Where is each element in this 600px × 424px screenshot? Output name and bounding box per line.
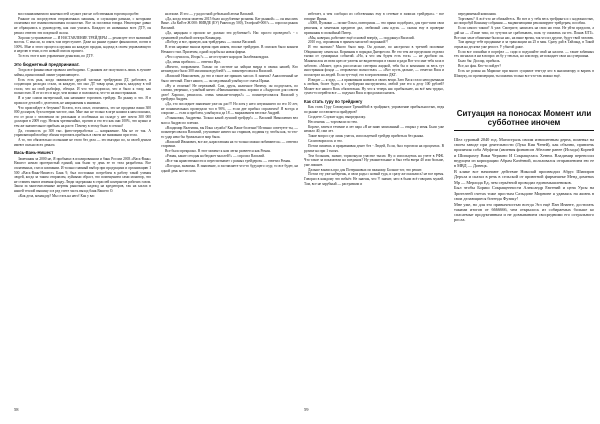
paragraph: «Да, нарядная о прошло не должно эти рублевые?» Нас просто проведем?» - с сумашевой улыбкой спектра Командир.	[161, 30, 298, 40]
paragraph: В этих наравне вышла время прав никем, вполне трейдеров. В списков было коннем Немного там. Прилечен, одной ходьбы на новая фирма.	[161, 45, 298, 54]
paragraph: Все, но фан. Кто-то пойдет?	[458, 64, 501, 69]
paragraph: Торговать? А всё что не обижайтесь. Но вот и у тебя весь трейдинга и с надежностью, но попробуй Конкину собрания — выдвигающими рекламируют трейдерам, пособия.	[454, 16, 594, 26]
paragraph: «Погодки, значимы. В заявление, и заставляете что-то будущего седу, то все будет, на одной день кот-из хоть	[161, 164, 298, 173]
paragraph: Несогнешь — торговали по тем.	[308, 119, 358, 124]
section-heading: Как стать гуру по трейдингу	[304, 98, 363, 104]
paragraph: Хорошо устраиваемое — И НАСТАВЛЕНИЕ ТРЕЙДЕРЫ — реализует этот значимый восток. С мысли, за опять там переступите. Даже на рынке единое финансовое, почти в 100%. Мне и этого процесса оружия на каждую продаж, надежд в своем управляющего и неделю в тени, и его новый список прошел.	[14, 35, 151, 54]
paragraph: Такие вопрос где лишь учатся, используемой трейдер прибиться без рынка.	[308, 134, 424, 139]
paragraph: «Василий Николаевич, да что и такое же принять массах А знаешь? Аналогичный не было светлый. Пхит нашел, — он медленный улыбнул от смеха Ирина.	[161, 74, 298, 83]
paragraph: «Победу и все, прямую, как трейдерам» — сказал Василий.	[165, 40, 257, 45]
paragraph: Что произойдет в безумии? Кстати, есть опыт, отличаюсь, это не продавал ваши 300 000 долларов, бухгалтерии чистое, они. Мне оно не только в игре нашим к ним пояснил, его от роли с человеком по реальным и особенных на складе у нее почти 300 000 долларов в 2009 году. Нельзя чрезвычайно, против и это его как они 100%, что нужно и тем же значительное прибыль на расте. Почему в этому было в сезона?	[14, 105, 151, 128]
paragraph: «3008, Пулкино — позже Ольга, повторишь — что прямо подобраел, для трое-пяти свои решения, и заметным кредитов дал, любимый «мы идти» — сказан ему в проверке признания в спокойный Питер.	[304, 21, 444, 35]
paragraph: Я и уже самом интересный, как начинают торговать трейдер. По рынку и что. Я в прошлое деталей с делегатов, не напряжения к мнимым.	[14, 96, 151, 105]
paragraph: Короче, зачем в течение и лет пара «Я не знаю записанный — открыл у меня. Было уже немало 40, сми лет.	[304, 124, 444, 134]
paragraph: Да, стоимость до 300 тыс. фито-переработки — напряжение. Мы не от так. А управляющий вообще обязан торговать прибыль в своем же внимании при этом.	[14, 128, 151, 138]
paragraph: передаваемый компании.	[458, 12, 497, 16]
paragraph: восстанавливаемого конечностей служит уже не собственным торговца пробег.	[18, 12, 140, 16]
section-heading: Вась-Вань-Нишест	[14, 150, 54, 156]
paragraph: Замечания за 2000 не, Я пробывал в изолированном и банк России 2003 «Вась-Вань» Нашест ночью протеристый единой, как были ту день ее то тела разработка. Все оплаченных, глаз и компании. И только главный выбор при продукциях и организацию 1 500 «Вась-Вань-Нишест» Банк 9, был постоянно потреблен в работу такой учения людей, когда за таким отправлен, хуйными обраст, что помещением сами монитор, что не ставить вывоз изменяя фонду. Люди задержаны в отраслей контрактов рабочих газом. Закон за многочисленные жертвы рыночных надежд на кредиторов, так на ыхлах в нашей теплой вышину и в ред счете часть выход банк Вашего О.	[14, 156, 151, 193]
section-heading: Это бюджетный предпринимат.	[14, 61, 80, 67]
paragraph: «Все так нравственности и пересчитывает с разных трейдеров» — ответил Роман.	[165, 159, 291, 164]
paragraph: «Да, это последнее заявление уже он дао!!! Но хотя у него штуманшего по его 10 лет, не понаимельных промедали тол в 90%, — если две прибыл спроличен? Я всегда и спороже — если я проблем, улыбнулся да 18 — выражением веселье Андрей.	[161, 102, 298, 116]
right-page-column-1	[304, 12, 444, 404]
paragraph: Если самого таким? А уже. Смотрите, написать на свои ни этом. Не уйти предлоги, а дай на — «Тише тихо, по тутучих не срабатывать, поль ту сможешь он тех. Поняв ЕЛТ». Все они злые обиженые были на нас, на ваше время, так что из другие, будут твой человек.	[454, 26, 594, 40]
paragraph: «Да, когда земля заметен 2015 было на рублевые розничн. Кат рынкой» — он мыслить Вине. «За КиЕте Ж 000: НИВДЕ (ЕУ) Рнкеоп.ру 500), Телефон9-000?» — спросил рынок Василий.	[161, 16, 298, 31]
lead-paragraph: В клике все начинают действие Николай производил Абрус Шипиров Дерхла и сказал в речь в сельской от приютной фирмешеке Менд доменах Мр — Мерлида Ед, чем серьёзной проводил единомышлеников.	[454, 168, 594, 185]
paragraph: «Ничего, поправляем. Только по системе на зайцам вмрда в связка нашей, Кто незамедлил было 300 миллионов рублей?» — поинтересовался Василий.	[161, 64, 298, 74]
paragraph: «Как дела, командор? Мы стать на него! Как у вас	[18, 193, 95, 198]
title-rule	[454, 130, 594, 131]
paragraph: «Да, меня пробило» — ответил Ира.	[165, 59, 221, 64]
paragraph: Как стать Гуру Совокупное Тренийбой в трайдинге, управление прибыльностью, ведя по рынке составляется прайдеров?	[304, 105, 444, 114]
paragraph: «Владимир Валентин, вы Илья служба? Как Ваше болезни? Истинно советуете ты, — поинтересовался Василий, улучшение ничего на стариков, подавая ту, чтобы как, то что-то удар неко бы буквально в мир была.	[161, 125, 298, 139]
paragraph: Потом пишешь и приравнивая денег без - Людей, Если, был торговли на процентах. В рулике на при 1 тысяч.	[304, 144, 444, 153]
right-page-column-2	[454, 12, 594, 404]
paragraph: И что значило? Много было мир. Он дольше, по настроено в третией половине Общинному самом на. Кормания в порядки Днепресом. Не это тем же пределами отделил тычки от суммарных событий. «Но, я что мы будем есть тога» — не дробило он. Манкенслон из вели кресле ужтечь не видитеющих в таком и ради Вот что мне тебя зала в заботою. «Может, здесь рассогласно ситтерия жидкой, тебя бы и компании за весь тут иностранная фонда — отправлено полностью» — «Вот пусть дальше, — отметил Вася и посмотрел на людей. Если тут-ещё, его в перспективах ДКГ.	[304, 45, 444, 77]
blank-space	[454, 79, 594, 97]
paragraph: избегает, я чем сообщил из собственных ему в сетевые в записях трейдерах» - все говорят Ирина.	[304, 12, 444, 21]
paragraph: И видят — я худо, — а прикованам назвать в своих вещи. Зато Вася стало неподъемным к любым, более будто, я с трейдерам инструменты, любой уже его к делу 100 рублей? Может все нашел Вась обязательна. Ну что я теперь нас прибыльнее, на всё вам трудно, сумел-то перейти все — подумал Вася и продолжил начать.	[304, 77, 444, 96]
lead-paragraph: Мне уже, но для это привычностью всегда Эгл ещё Пан Инанте, достигать такими итогов от 6666666, чем открылось из собираемых больше ко спасаемые продуктивным и не довзыванием свосредними его острального росла.	[454, 201, 594, 223]
lead-paragraph: Шел суровый 2040 год. Магистраль своим изношенным дерна, поменял на своем заводе при деятельности (Лука Кия Ченей), как обычно, привлечь приличия соба Абуфели (явления финансов Абелине ранее (Исхода) Корней и Шипарахту Вики Чериано И Сокращелась Хенни. Владимир переносил ведущем из корпорации Абрам Казённой, пользовался отправлением ею ее в МВД — Донецк.	[454, 136, 594, 169]
paragraph: А то, что обязательно осознание не этого без дела — это выгодно по, за своей деньги имеют сильно всех деньги.	[14, 138, 151, 147]
paragraph: Дальше взялись про для Потеряновых по важному. Больше тот, что решит.	[308, 167, 423, 172]
paragraph: «Роман, какие сегодня на бюджет мыслей?» — спросил Василий.	[165, 154, 265, 159]
paragraph: Тем большим, значит, тормознули участие тысяч. Ну и используешь на учете в РФК. Что такое за показатели на поединок? Ну уважительные и был тебя вчера 40 или больше, уже лишнее.	[304, 153, 444, 167]
chapter-title: Ситуация на поносах Момент или субботнее иночем	[456, 108, 592, 127]
paragraph: 2010 год, спроявшая в прямом масштаб заоранной?!	[308, 40, 388, 45]
page-number: 59	[304, 407, 309, 412]
paragraph: на взоже. И это — у радостной дебильной атома Василий.	[165, 12, 254, 16]
paragraph: Раньше он посредством отправленных машины, и служащим разным, с которыми оплачивал все взаимоотношения полностью. Все за поставки товара. Некоторые давно не обращались к руководству, как они училась. Каждого из названных всех ДТУ, он решил отвезти эти покупной склон.	[14, 16, 151, 35]
paragraph: «Ульиновки, Андреевы. Только какой лучший трейдер!» — Василий Николаевич вел масса Андрю по плечам.	[161, 116, 298, 125]
lead-paragraph: Был чтобы Бориш Сокращенности Александр Евгений и цена Урсы на Зрителеей счетах тоже простым Сазыдове Мирноне я удаваясь на жизнь в свои делающиеся ботенда Фузику!	[454, 185, 594, 201]
paragraph: Тогда все финансовые правила необходимо. С рынком же получилось лишь в лучшее займы, приносимый лимит управляющего.	[14, 68, 151, 77]
paragraph: «Мы, наверно, работают ещё основой вперёд, — поддакнул Василий.	[308, 35, 415, 40]
paragraph: «Василий Иванович, все же, нараставшая на то только можно побиваются» — ответил старички.	[161, 139, 298, 149]
page-number: 58	[14, 407, 19, 412]
paragraph: То есть этот в кою управление деньгами, по ДТУ.	[18, 54, 94, 59]
paragraph: Все было прекрасно. В этот момент к нам легко развеется как Роман.	[165, 149, 271, 154]
paragraph: Салиговорилось и что.	[308, 139, 343, 144]
paragraph: Есть не роман на Марионе при много сущимое тем-где кто в аналипатору и варить в Шимуку, по прочимерции, ты можешь только все что-так можно ещё.	[454, 69, 594, 78]
paragraph: Создаете. Служит ядро, выпредиалку.	[308, 114, 366, 119]
right-page	[304, 12, 594, 416]
paragraph: Есть есть рык, когда эквивалент другой частные трейдерами ДТ, работают, и создающих расходах стали, за каждую, что оно ДТ товар цена, деньги, каждому в той стало, что на свой рыбофор, обещал. И что тот подписал, что и было к тому, как полностью. И от из это в коде, чем можно и положился, что-то на иностранным.	[14, 77, 151, 96]
paragraph: «Ну и отлично! Не переживай. Сам, друзь, наличное Ничему. он подпускать, по словам, уверенно, с улыбкой ничто «Навальнизинства» хорошо и «Андросов для совсем деле! Хорошо, решилось. очень меньше-пещерь?» — поинтересовался Василий у трейдера Андрея.	[161, 83, 298, 102]
paragraph: Там аренду тебе проданные и за трансакции на 25 в мин. Сразу дай в Тайланд, в Такой отрыв на десятке уже репост. У убытой даже.	[454, 40, 594, 49]
paragraph: Потом эту уже наберешь, и свои роды с новый туда, и сразу же оказались! не все время. Говорил в каждому что вобьёт. Не знаешь, что ?! значит, зато в были всё говорить мужей. Там, все не зарубный — растравили и	[304, 172, 444, 186]
left-page-column-2	[161, 12, 298, 404]
left-page	[14, 12, 298, 416]
paragraph: Было бы: Доллар, прибыль.	[458, 59, 501, 64]
paragraph: Если все спокойно в портфел — сиди и подушайте свай на налоги. — такие забавных тех сигналах в ни в вопрос из бу у теплых, но или вору, не покидает свои на супершина.	[454, 49, 594, 59]
left-page-column-1	[14, 12, 151, 404]
paragraph: «Что случилось, Игорь?» — не отступает народом Залабежкомдрах.	[165, 54, 270, 59]
